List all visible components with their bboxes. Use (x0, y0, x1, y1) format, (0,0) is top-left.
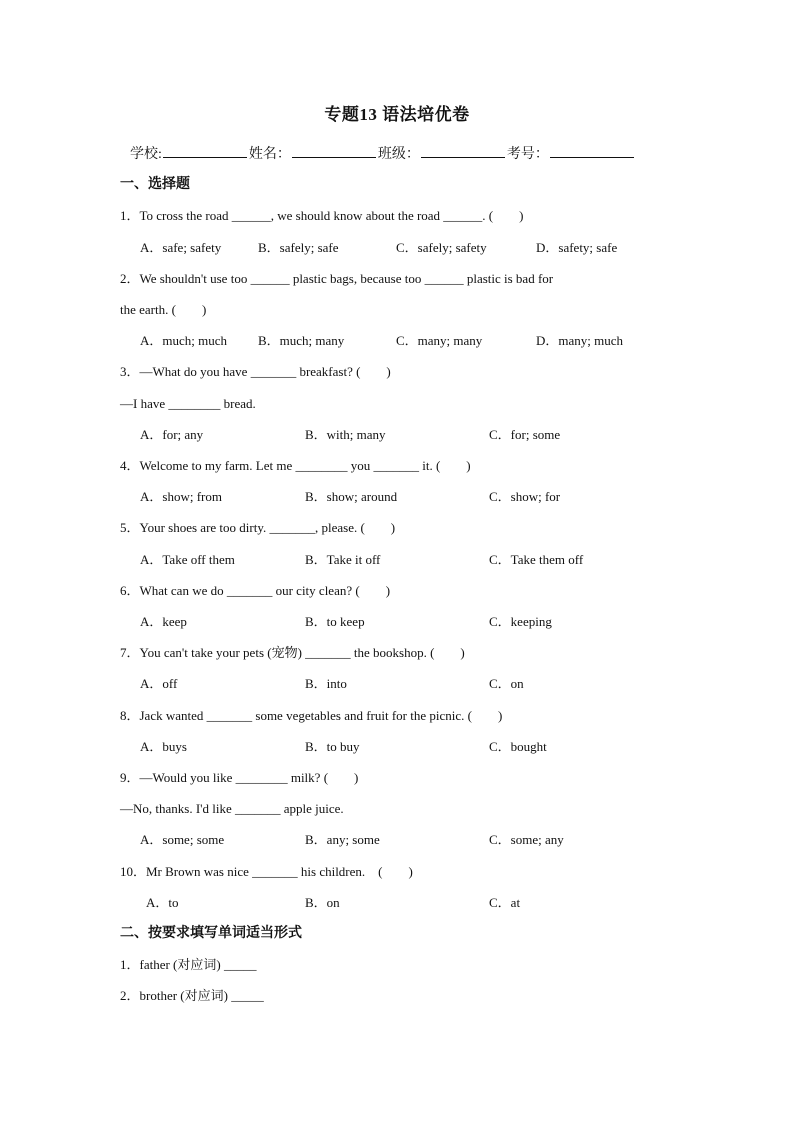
school-label: 学校: (130, 147, 162, 162)
question-9: 9．—Would you like ________ milk? ( ) (120, 770, 359, 785)
option-10c[interactable]: C．at (489, 895, 521, 910)
question-3-reply: —I have ________ bread. (120, 396, 256, 411)
option-3b[interactable]: B．with; many (305, 427, 386, 442)
option-5b[interactable]: B．Take it off (305, 552, 381, 567)
number-blank[interactable] (550, 143, 634, 158)
fill-item-2: 2．brother (对应词) _____ (120, 988, 264, 1003)
section-heading-fill: 二、按要求填写单词适当形式 (120, 926, 302, 941)
student-info (130, 143, 636, 164)
option-6c[interactable]: C．keeping (489, 614, 552, 629)
question-1: 1．To cross the road ______, we should know about the road ______. ( ) (120, 208, 524, 223)
option-5a[interactable]: A．Take off them (140, 552, 235, 567)
name-label: 姓名： (248, 147, 291, 162)
option-2a[interactable]: A．much; much (140, 333, 228, 348)
option-4c[interactable]: C．show; for (489, 489, 561, 504)
option-9a[interactable]: A．some; some (140, 832, 225, 847)
option-1b[interactable]: B．safely; safe (258, 240, 339, 255)
option-1a[interactable]: A．safe; safety (140, 240, 222, 255)
option-8b[interactable]: B．to buy (305, 739, 360, 754)
question-2: 2．We shouldn't use too ______ plastic bags, because too ______ plastic is bad for (120, 271, 554, 286)
question-9-reply: —No, thanks. I'd like _______ apple juice. (120, 801, 344, 816)
option-1c[interactable]: C．safely; safety (396, 240, 487, 255)
option-5c[interactable]: C．Take them off (489, 552, 584, 567)
option-1d[interactable]: D．safety; safe (536, 240, 618, 255)
class-blank[interactable] (421, 143, 505, 158)
name-blank[interactable] (292, 143, 376, 158)
option-10b[interactable]: B．on (305, 895, 340, 910)
option-3c[interactable]: C．for; some (489, 427, 561, 442)
option-9b[interactable]: B．any; some (305, 832, 380, 847)
school-blank[interactable] (163, 143, 247, 158)
question-3: 3．—What do you have _______ breakfast? ( ) (120, 364, 391, 379)
option-2c[interactable]: C．many; many (396, 333, 483, 348)
question-5: 5．Your shoes are too dirty. _______, please. ( ) (120, 520, 396, 535)
option-7a[interactable]: A．off (140, 676, 178, 691)
option-2b[interactable]: B．much; many (258, 333, 345, 348)
section-heading-choice: 一、选择题 (120, 177, 190, 192)
question-10: 10．Mr Brown was nice _______ his children. ( ) (120, 864, 413, 879)
option-10a[interactable]: A．to (146, 895, 179, 910)
option-8c[interactable]: C．bought (489, 739, 547, 754)
option-9c[interactable]: C．some; any (489, 832, 564, 847)
option-4b[interactable]: B．show; around (305, 489, 398, 504)
question-2-cont: the earth. ( ) (120, 302, 207, 317)
class-label: 班级： (377, 147, 420, 162)
option-8a[interactable]: A．buys (140, 739, 187, 754)
question-8: 8．Jack wanted _______ some vegetables and fruit for the picnic. ( ) (120, 708, 503, 723)
option-2d[interactable]: D．many; much (536, 333, 624, 348)
question-7: 7．You can't take your pets (宠物) _______ the bookshop. ( ) (120, 645, 465, 660)
option-7b[interactable]: B．into (305, 676, 347, 691)
page-title: 专题13 语法培优卷 (324, 105, 470, 124)
option-7c[interactable]: C．on (489, 676, 524, 691)
option-4a[interactable]: A．show; from (140, 489, 222, 504)
option-6b[interactable]: B．to keep (305, 614, 365, 629)
option-6a[interactable]: A．keep (140, 614, 187, 629)
question-6: 6．What can we do _______ our city clean? ( ) (120, 583, 391, 598)
number-label: 考号： (506, 147, 549, 162)
fill-item-1: 1．father (对应词) _____ (120, 957, 257, 972)
option-3a[interactable]: A．for; any (140, 427, 204, 442)
question-4: 4．Welcome to my farm. Let me ________ you _______ it. ( ) (120, 458, 471, 473)
